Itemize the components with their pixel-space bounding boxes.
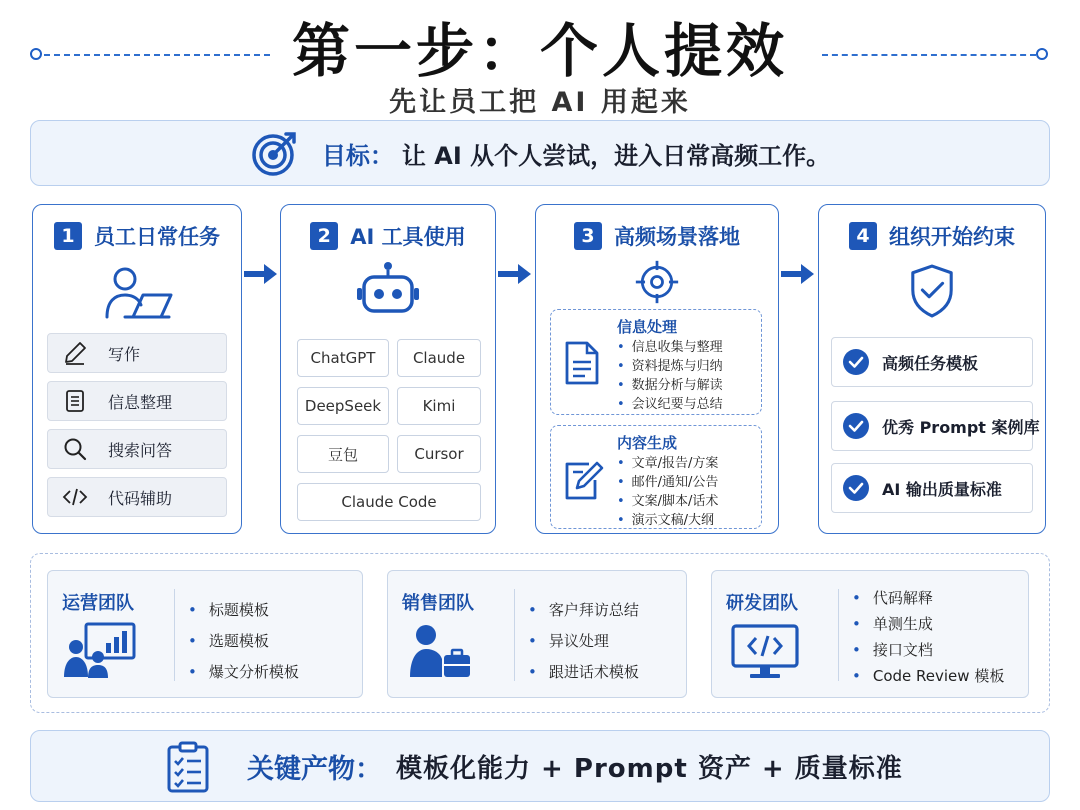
scenario-item: • 信息收集与整理	[617, 338, 723, 357]
step-title: 高频场景落地	[614, 225, 740, 249]
tool-doubao: 豆包	[297, 435, 389, 473]
team-chart-icon	[62, 621, 138, 679]
pencil-icon	[62, 340, 88, 366]
step-3-card	[535, 204, 779, 534]
constraint-label: AI 输出质量标准	[882, 479, 1002, 499]
team-name: 运营团队	[62, 593, 134, 614]
step-title: 组织开始约束	[889, 225, 1015, 249]
scenario-item: • 演示文稿/大纲	[617, 511, 718, 530]
constraint-label: 优秀 Prompt 案例库	[882, 417, 1040, 437]
scenario-item: • 文案/脚本/话术	[617, 492, 718, 511]
document-icon	[62, 388, 88, 414]
scenario-item: • 文章/报告/方案	[617, 454, 718, 473]
team-name: 研发团队	[726, 593, 798, 614]
goal-banner	[30, 120, 1050, 186]
team-item: • 单测生成	[852, 611, 1004, 637]
step-number: 3	[574, 222, 602, 250]
step-title: 员工日常任务	[94, 225, 220, 249]
team-item: • 代码解释	[852, 585, 1004, 611]
task-label: 信息整理	[108, 392, 173, 412]
task-label: 搜索问答	[108, 440, 173, 460]
team-rnd	[711, 570, 1029, 698]
constraint-prompt-library	[831, 401, 1040, 451]
code-icon	[62, 484, 88, 510]
arrow-right-icon	[781, 262, 815, 286]
step-4-card	[818, 204, 1046, 534]
team-item: • 跟进话术模板	[528, 657, 639, 688]
key-output-banner	[30, 730, 1050, 802]
goal-label: 目标：	[321, 141, 394, 170]
arrow-right-icon	[498, 262, 532, 286]
tool-claude: Claude	[397, 339, 481, 377]
tool-kimi: Kimi	[397, 387, 481, 425]
team-name: 销售团队	[402, 593, 474, 614]
crosshair-icon	[634, 259, 680, 305]
monitor-code-icon	[730, 623, 800, 681]
task-writing	[47, 333, 227, 373]
team-sales	[387, 570, 687, 698]
team-item: • 异议处理	[528, 626, 639, 657]
team-item: • Code Review 模板	[852, 663, 1004, 689]
task-search-qa	[47, 429, 227, 469]
step-number: 1	[54, 222, 82, 250]
page-title: 第一步：个人提效	[291, 17, 788, 85]
employee-laptop-icon	[97, 263, 177, 323]
team-item: • 接口文档	[852, 637, 1004, 663]
scenario-item: • 资料提炼与归纳	[617, 357, 723, 376]
goal-text: 让 AI 从个人尝试，进入日常高频工作。	[401, 141, 831, 170]
page-subtitle: 先让员工把 AI 用起来	[389, 87, 691, 118]
team-item: • 标题模板	[188, 595, 299, 626]
constraint-task-template	[831, 337, 1033, 387]
team-operations	[47, 570, 363, 698]
task-info-organize	[47, 381, 227, 421]
tool-chatgpt: ChatGPT	[297, 339, 389, 377]
step-title: AI 工具使用	[350, 225, 466, 249]
step-number: 2	[310, 222, 338, 250]
team-item: • 选题模板	[188, 626, 299, 657]
check-circle-icon	[842, 474, 870, 502]
decor-line-right	[822, 54, 1036, 56]
step-number: 4	[849, 222, 877, 250]
shield-check-icon	[908, 263, 956, 319]
robot-icon	[356, 261, 420, 317]
constraint-quality-standard	[831, 463, 1033, 513]
divider	[838, 589, 839, 681]
salesperson-briefcase-icon	[408, 623, 472, 679]
scenario-item: • 会议纪要与总结	[617, 395, 723, 414]
scenario-title: 内容生成	[617, 434, 678, 452]
step-2-card	[280, 204, 496, 534]
tool-deepseek: DeepSeek	[297, 387, 389, 425]
team-item: • 客户拜访总结	[528, 595, 639, 626]
tool-cursor: Cursor	[397, 435, 481, 473]
divider	[514, 589, 515, 681]
scenario-title: 信息处理	[617, 318, 678, 336]
task-label: 写作	[108, 344, 141, 364]
document-icon	[561, 340, 601, 386]
scenario-info-processing	[550, 309, 762, 415]
checklist-clipboard-icon	[165, 741, 211, 793]
scenario-item: • 数据分析与解读	[617, 376, 723, 395]
search-icon	[62, 436, 88, 462]
scenario-item: • 邮件/通知/公告	[617, 473, 718, 492]
output-text: 模板化能力 + Prompt 资产 + 质量标准	[396, 753, 903, 784]
task-label: 代码辅助	[108, 488, 173, 508]
decor-dot-right	[1036, 48, 1048, 60]
divider	[174, 589, 175, 681]
arrow-right-icon	[244, 262, 278, 286]
team-item: • 爆文分析模板	[188, 657, 299, 688]
scenario-content-generation	[550, 425, 762, 529]
edit-document-icon	[561, 456, 605, 502]
task-code-assist	[47, 477, 227, 517]
constraint-label: 高频任务模板	[882, 353, 979, 373]
step-1-card	[32, 204, 242, 534]
check-circle-icon	[842, 412, 870, 440]
target-icon	[250, 128, 300, 178]
tool-claude-code: Claude Code	[297, 483, 481, 521]
teams-section	[30, 553, 1050, 713]
output-label: 关键产物：	[247, 753, 382, 785]
check-circle-icon	[842, 348, 870, 376]
